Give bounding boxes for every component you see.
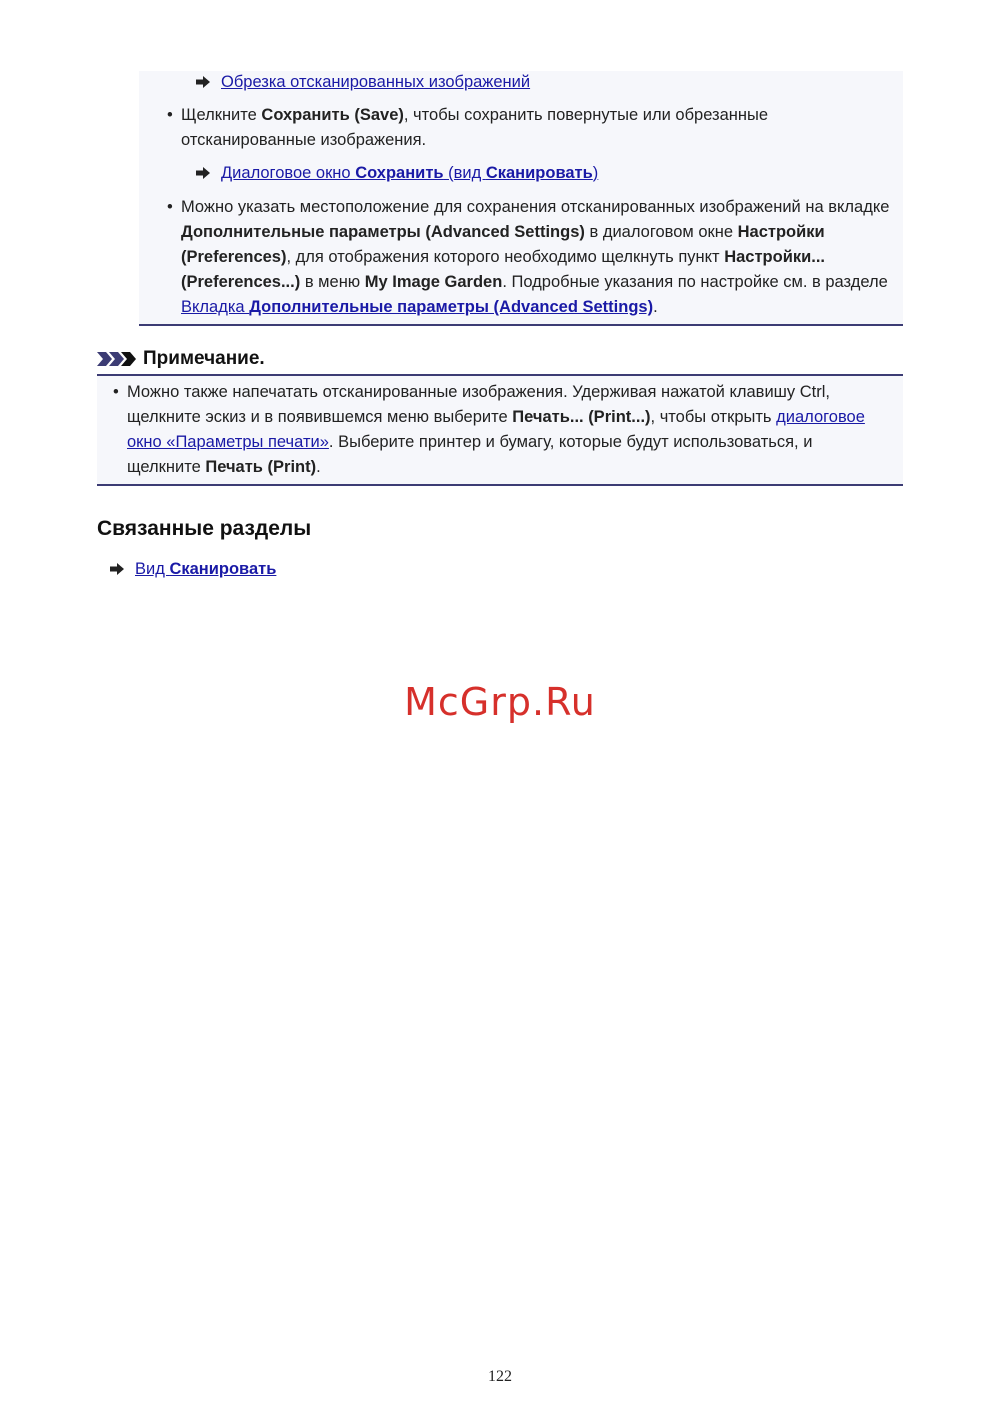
save-dialog-link-row (195, 162, 598, 184)
note-header (97, 344, 903, 376)
related-topics-heading: Связанные разделы (97, 517, 312, 540)
crop-link-row (195, 71, 530, 93)
note-chevrons-icon (97, 351, 137, 367)
location-bullet: • Можно указать местоположение для сохранения отсканированных изображений на вкладке Дополнительные параметры (Advanced Settings) в диалоговом окне Настройки (Preferences), для отображения которого необходимо щелкнуть пункт Настройки... (Preferences...) в меню My Image Garden. Подробные указания по настройке см. в разделе Вкладка Дополнительные параметры (Advanced Settings). (167, 198, 890, 316)
arrow-right-icon (195, 74, 211, 90)
note-title: Примечание. (143, 348, 265, 369)
advanced-settings-tab-link[interactable]: Вкладка Дополнительные параметры (Advanced Settings) (181, 298, 654, 316)
arrow-right-icon (195, 165, 211, 181)
save-dialog-link[interactable]: Диалоговое окно Сохранить (вид Сканировать) (221, 164, 599, 182)
related-link-row (109, 558, 276, 580)
print-settings-dialog-link[interactable]: диалоговое (776, 408, 865, 426)
note-box (97, 376, 903, 486)
print-bullet: • Можно также напечатать отсканированные изображения. Удерживая нажатой клавишу Ctrl, щелкните эскиз и в появившемся меню выберите Печать... (Print...), чтобы открыть диалоговое окно «Параметры печати». Выберите принтер и бумагу, которые будут использоваться, и щелкните Печать (Print). (113, 383, 865, 476)
print-settings-dialog-link-cont[interactable]: окно «Параметры печати» (127, 433, 329, 451)
watermark: McGrp.Ru (404, 680, 596, 724)
scan-view-link[interactable]: Вид Сканировать (135, 560, 277, 578)
save-bullet: • Щелкните Сохранить (Save), чтобы сохранить повернутые или обрезанные отсканированные изображения. (167, 106, 769, 149)
arrow-right-icon (109, 561, 125, 577)
page-number: 122 (488, 1368, 512, 1385)
crop-images-link[interactable]: Обрезка отсканированных изображений (221, 73, 531, 91)
continued-note-box (139, 71, 903, 326)
